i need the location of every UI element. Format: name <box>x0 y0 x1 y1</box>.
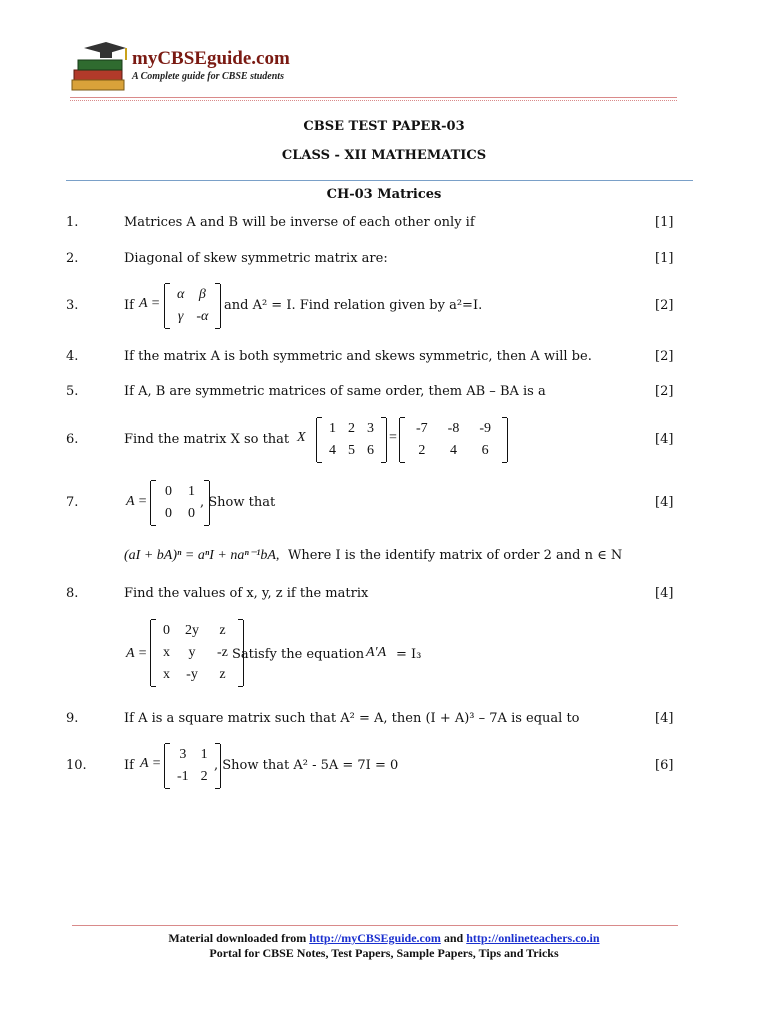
question-marks: [2] <box>655 349 674 364</box>
matrix-cell: 5 <box>348 443 355 458</box>
matrix-cell: -z <box>217 645 228 660</box>
matrix-cell: 6 <box>481 443 489 458</box>
matrix-lhs: A = <box>126 646 148 661</box>
site-logo <box>70 40 300 96</box>
question-text: Satisfy the equation <box>232 647 365 662</box>
logo-subtitle: A Complete guide for CBSE students <box>132 71 284 82</box>
question-text: Matrices A and B will be inverse of each other only if <box>124 215 475 230</box>
question-text: Find the values of x, y, z if the matrix <box>124 586 369 601</box>
matrix-q6-left <box>316 418 387 462</box>
matrix-cell: γ <box>177 309 184 324</box>
question-text: , Show that A² - 5A = 7I = 0 <box>214 758 399 773</box>
question-number: 9. <box>66 711 79 726</box>
question-number: 5. <box>66 384 79 399</box>
footer-divider <box>72 925 678 926</box>
matrix-cell: 2 <box>348 421 355 436</box>
matrix-cell: -9 <box>479 421 492 436</box>
onlineteachers-link[interactable]: http://onlineteachers.co.in <box>466 931 600 945</box>
footer-prefix: Material downloaded from <box>168 931 307 945</box>
formula-description: Where I is the identify matrix of order 2 and n ∈ N <box>288 548 623 563</box>
question-text: and A² = I. Find relation given by a²=I. <box>224 298 483 313</box>
matrix-cell: -7 <box>416 421 428 436</box>
footer-and: and <box>443 931 464 945</box>
matrix-cell: z <box>219 623 226 638</box>
books-logo-icon <box>70 40 132 96</box>
matrix-cell: z <box>219 667 226 682</box>
chapter-title: CH-03 Matrices <box>326 187 442 202</box>
question-marks: [2] <box>655 384 674 399</box>
mycbseguide-link[interactable]: http://myCBSEguide.com <box>309 931 441 945</box>
matrix-cell: y <box>188 645 196 660</box>
matrix-cell: 0 <box>165 484 172 499</box>
matrix-lhs: A = <box>139 296 161 311</box>
question-marks: [2] <box>655 298 674 313</box>
matrix-cell: 3 <box>179 747 187 762</box>
logo-title: myCBSEguide.com <box>132 48 290 69</box>
matrix-cell: -8 <box>447 421 460 436</box>
matrix-cell: x <box>163 667 170 682</box>
matrix-lhs: A = <box>126 494 148 509</box>
question-text: If the matrix A is both symmetric and skews symmetric, then A will be. <box>124 349 592 364</box>
equals-sign: = <box>389 430 397 445</box>
matrix-q3 <box>164 284 221 328</box>
question-marks: [4] <box>655 495 674 510</box>
matrix-cell: -y <box>186 667 198 682</box>
question-marks: [1] <box>655 251 674 266</box>
matrix-cell: 2 <box>200 769 208 784</box>
matrix-cell: 6 <box>367 443 374 458</box>
matrix-cell: α <box>177 287 185 302</box>
question-text: , Show that <box>200 495 276 510</box>
equation-lhs: A′A <box>366 645 387 660</box>
matrix-q10 <box>164 744 221 788</box>
footer-line-2: Portal for CBSE Notes, Test Papers, Sample Papers, Tips and Tricks <box>209 946 559 960</box>
matrix-variable: X <box>297 430 306 445</box>
matrix-lhs: A = <box>140 756 162 771</box>
matrix-cell: 2y <box>185 623 199 638</box>
matrix-cell: -α <box>196 309 209 324</box>
question-marks: [1] <box>655 215 674 230</box>
matrix-cell: 0 <box>163 623 170 638</box>
matrix-cell: 1 <box>188 484 195 499</box>
matrix-cell: 1 <box>329 421 336 436</box>
equation-rhs: = I₃ <box>396 647 422 662</box>
paper-title: CBSE TEST PAPER-03 <box>303 119 465 134</box>
header-divider <box>70 97 677 98</box>
question-prefix: Find the matrix X so that <box>124 432 290 447</box>
footer-line-1 <box>0 931 768 946</box>
question-marks: [4] <box>655 432 674 447</box>
matrix-q6-right <box>399 418 508 462</box>
question-number: 10. <box>66 758 87 773</box>
question-number: 1. <box>66 215 79 230</box>
question-text: Diagonal of skew symmetric matrix are: <box>124 251 388 266</box>
question-text: If A is a square matrix such that A² = A, then (I + A)³ – 7A is equal to <box>124 711 580 726</box>
question-number: 8. <box>66 586 79 601</box>
matrix-cell: 1 <box>200 747 208 762</box>
class-title: CLASS - XII MATHEMATICS <box>281 148 487 163</box>
matrix-cell: x <box>163 645 170 660</box>
question-marks: [4] <box>655 586 674 601</box>
matrix-cell: 4 <box>329 443 336 458</box>
question-prefix: If <box>124 298 134 313</box>
question-marks: [4] <box>655 711 674 726</box>
matrix-cell: 0 <box>165 506 172 521</box>
matrix-q8 <box>150 620 244 686</box>
matrix-cell: 2 <box>418 443 426 458</box>
header-divider-dotted <box>70 100 677 101</box>
matrix-cell: β <box>198 287 206 302</box>
question-number: 4. <box>66 349 79 364</box>
matrix-cell: 0 <box>188 506 195 521</box>
question-prefix: If <box>124 758 134 773</box>
matrix-cell: -1 <box>177 769 189 784</box>
formula: (aI + bA)ⁿ = aⁿI + naⁿ⁻¹bA, <box>124 548 280 563</box>
matrix-cell: 4 <box>450 443 457 458</box>
matrix-cell: 3 <box>367 421 374 436</box>
question-number: 2. <box>66 251 79 266</box>
question-text: If A, B are symmetric matrices of same order, them AB – BA is a <box>124 384 546 399</box>
question-number: 6. <box>66 432 79 447</box>
question-number: 7. <box>66 495 79 510</box>
question-number: 3. <box>66 298 79 313</box>
title-divider <box>66 180 693 181</box>
question-marks: [6] <box>655 758 674 773</box>
